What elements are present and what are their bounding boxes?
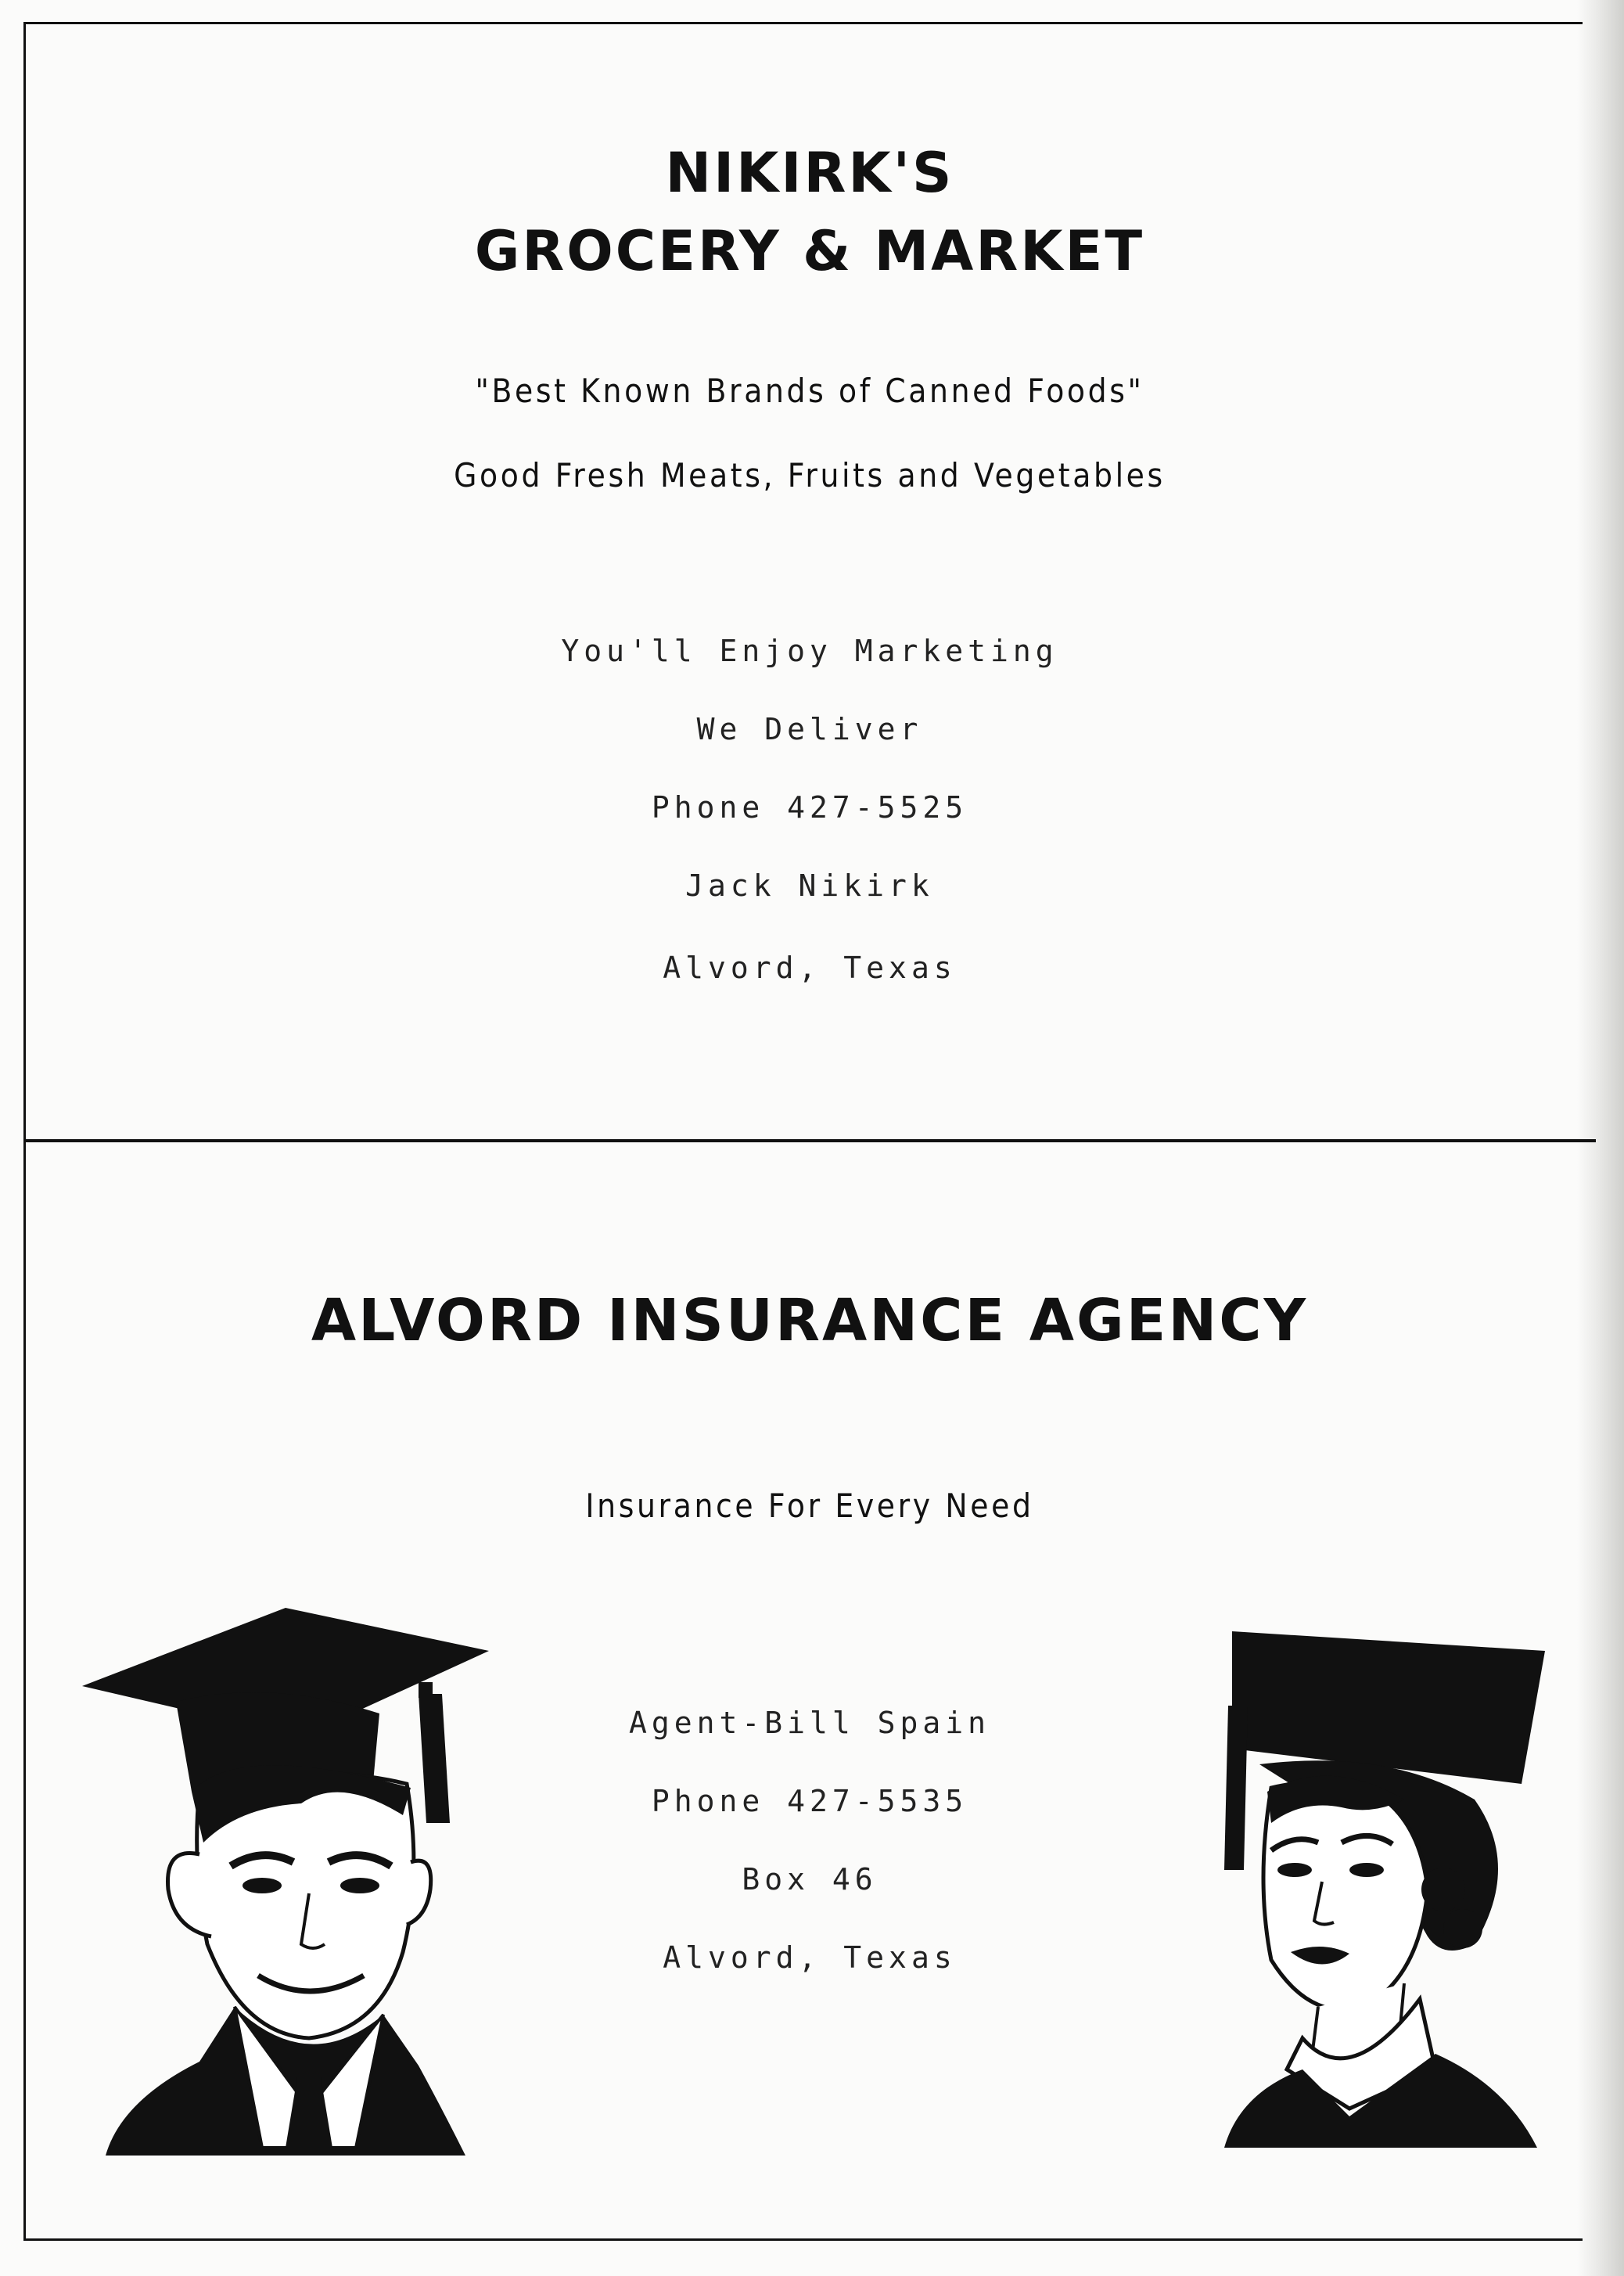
ad-divider-line	[23, 1139, 1596, 1142]
insurance-detail-phone: Phone 427-5535	[651, 1784, 968, 1818]
grocery-title-line1: NIKIRK'S	[665, 141, 954, 205]
grocery-detail-location: Alvord, Texas	[663, 951, 957, 985]
insurance-title: ALVORD INSURANCE AGENCY	[311, 1287, 1309, 1354]
grocery-slogan: "Best Known Brands of Canned Foods"	[475, 372, 1144, 410]
insurance-detail-location: Alvord, Texas	[663, 1940, 957, 1975]
grocery-detail-marketing: You'll Enjoy Marketing	[561, 634, 1058, 668]
grocery-tagline: Good Fresh Meats, Fruits and Vegetables	[454, 456, 1166, 494]
grocery-title-line2: GROCERY & MARKET	[474, 219, 1145, 283]
page-spine-shadow	[1577, 0, 1624, 2276]
grocery-detail-delivery: We Deliver	[696, 712, 923, 746]
insurance-detail-agent: Agent-Bill Spain	[628, 1706, 991, 1740]
insurance-detail-box: Box 46	[742, 1862, 878, 1897]
grocery-detail-phone: Phone 427-5525	[651, 790, 968, 825]
male-graduate-icon	[74, 1608, 497, 2156]
female-graduate-icon	[1193, 1631, 1553, 2148]
insurance-tagline: Insurance For Every Need	[585, 1487, 1034, 1525]
grocery-detail-owner: Jack Nikirk	[685, 868, 934, 903]
